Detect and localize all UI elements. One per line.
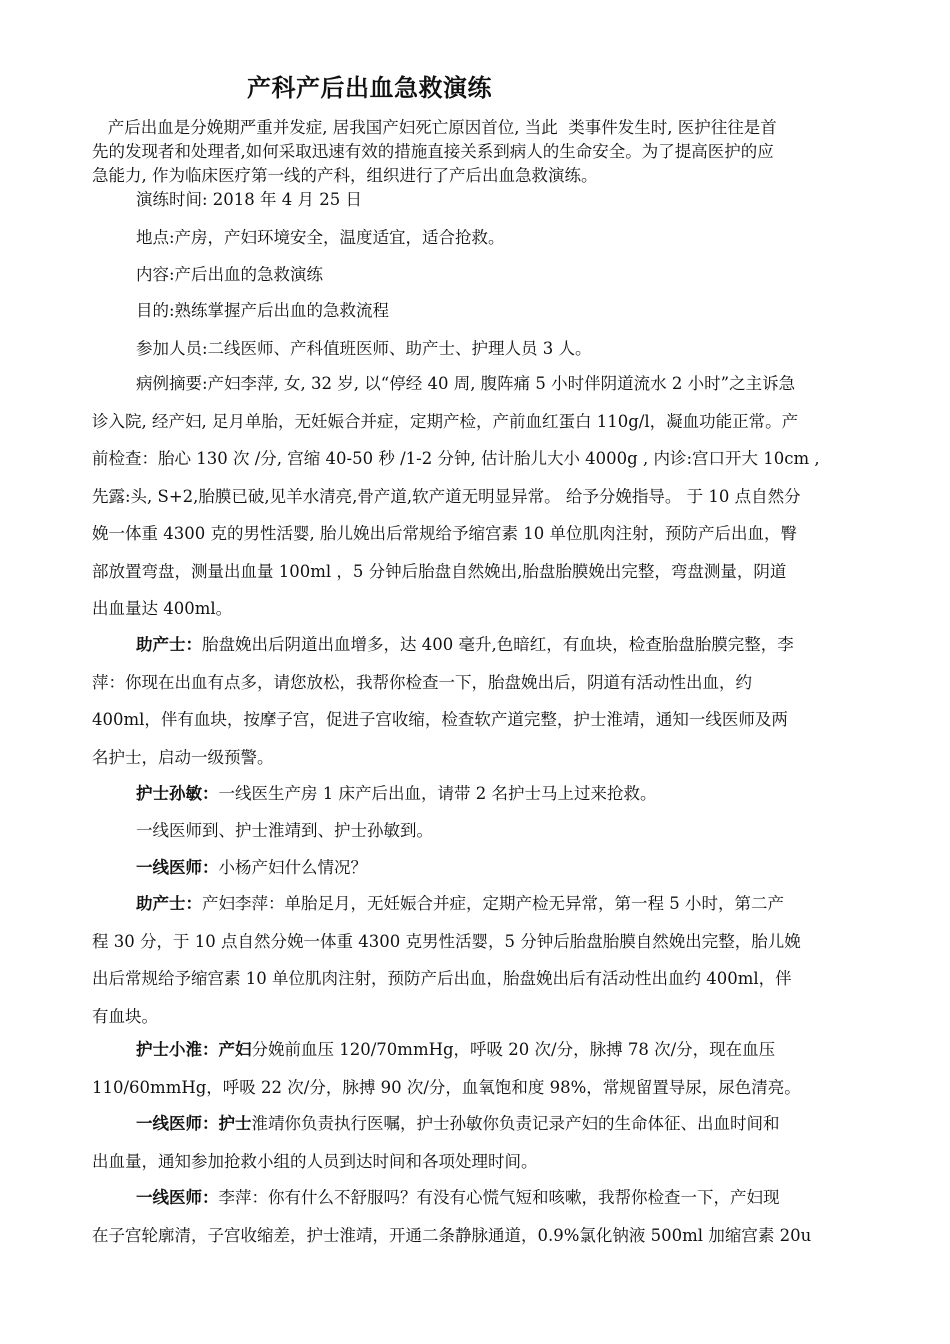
dialogue-line [92,1179,902,1217]
case-line: 病例摘要:产妇李萍, 女, 32 岁, 以“停经 40 周, 腹阵痛 5 小时伴阴道流水 2 小时”之主诉急 [136,374,796,393]
dialogue-line [92,775,902,813]
dialogue-text: 产妇李萍：单胎足月，无妊娠合并症，定期产检无异常，第一程 5 小时，第二产 [202,894,784,913]
dialogue-midwife-2 [92,885,902,1035]
dialogue-text: 小杨产妇什么情况？ [218,858,367,877]
speaker-label: 一线医师： [136,858,219,877]
case-line: 部放置弯盘，测量出血量 100ml ，5 分钟后胎盘自然娩出,胎盘胎膜娩出完整，弯盘测量，阴道 [92,561,787,581]
dialogue-line [92,626,902,664]
case-line: 先露:头, S+2,胎膜已破,见羊水清亮,骨产道,软产道无明显异常。 给予分娩指导。 于 10 点自然分 [92,486,801,506]
speaker-label: 一线医师： [136,1188,219,1207]
dialogue-text: 淮靖你负责执行医嘱，护士孙敏你负责记录产妇的生命体征、出血时间和 [251,1114,780,1133]
dialogue-doctor-2 [92,1105,902,1180]
dialogue-line: 出血量，通知参加抢救小组的人员到达时间和各项处理时间。 [92,1151,538,1171]
dialogue-nurse-sun [92,775,902,813]
arrival-note [92,812,902,850]
case-line: 前检查：胎心 130 次 /分, 宫缩 40-50 秒 /1-2 分钟, 估计胎儿大小 4000g , 内诊:宫口开大 10cm , [92,449,820,468]
dialogue-doctor-3 [92,1179,902,1254]
dialogue-line: 有血块。 [92,1006,158,1026]
intro-line: 先的发现者和处理者,如何采取迅速有效的措施直接关系到病人的生命安全。为了提高医护的应 [92,142,774,161]
dialogue-line: 程 30 分，于 10 点自然分娩一体重 4300 克男性活婴，5 分钟后胎盘胎膜自然娩出完整，胎儿娩 [92,931,801,951]
dialogue-line [92,849,902,887]
dialogue-doctor-1 [92,849,902,887]
case-line: 诊入院, 经产妇, 足月单胎，无妊娠合并症，定期产检，产前血红蛋白 110g/l，凝血功能正常。产 [92,411,799,431]
dialogue-line [92,1031,902,1069]
case-line: 娩一体重 4300 克的男性活婴, 胎儿娩出后常规给予缩宫素 10 单位肌肉注射，预防产后出血，臀 [92,524,797,543]
dialogue-line: 110/60mmHg，呼吸 22 次/分，脉搏 90 次/分，血氧饱和度 98%，常规留置导尿，尿色清亮。 [92,1077,801,1097]
speaker-label: 一线医师：护士 [136,1114,252,1133]
intro-line: 产后出血是分娩期严重并发症, 居我国产妇死亡原因首位, 当此 类事件发生时, 医护往往是首 [92,118,777,137]
drill-participants: 参加人员:二线医师、产科值班医师、助产士、护理人员 3 人。 [136,339,592,358]
dialogue-text: 分娩前血压 120/70mmHg，呼吸 20 次/分，脉搏 78 次/分，现在血压 [251,1040,776,1059]
dialogue-line: 在子宫轮廓清，子宫收缩差，护士淮靖，开通二条静脉通道，0.9%氯化钠液 500ml 加缩宫素 20u [92,1225,812,1245]
dialogue-text: 胎盘娩出后阴道出血增多，达 400 毫升,色暗红，有血块，检查胎盘胎膜完整，李 [202,635,794,654]
document-title: 产科产后出血急救演练 [247,74,492,102]
dialogue-text: 李萍：你有什么不舒服吗？有没有心慌气短和咳嗽，我帮你检查一下，产妇现 [218,1188,780,1207]
intro-paragraph [92,116,892,188]
intro-line: 急能力, 作为临床医疗第一线的产科，组织进行了产后出血急救演练。 [92,166,598,185]
dialogue-text: 一线医生产房 1 床产后出血，请带 2 名护士马上过来抢救。 [218,784,657,803]
dialogue-midwife-1 [92,626,902,776]
dialogue-line [92,1105,902,1143]
speaker-label: 护士孙敏： [136,784,219,803]
speaker-label: 助产士： [136,894,202,913]
dialogue-line: 出后常规给予缩宫素 10 单位肌肉注射，预防产后出血，胎盘娩出后有活动性出血约 400ml，伴 [92,969,792,988]
drill-place: 地点:产房，产妇环境安全，温度适宜，适合抢救。 [136,228,505,247]
dialogue-line: 名护士，启动一级预警。 [92,747,274,767]
dialogue-line: 一线医师到、护士淮靖到、护士孙敏到。 [136,821,433,840]
drill-content: 内容:产后出血的急救演练 [136,265,324,284]
dialogue-line: 萍：你现在出血有点多，请您放松，我帮你检查一下，胎盘娩出后，阴道有活动性出血，约 [92,672,752,692]
dialogue-nurse-huai [92,1031,902,1106]
speaker-label: 助产士： [136,635,202,654]
case-line: 出血量达 400ml。 [92,599,233,618]
dialogue-line [92,885,902,923]
case-summary [92,365,902,628]
speaker-label: 护士小淮：产妇 [136,1040,252,1059]
drill-purpose: 目的:熟练掌握产后出血的急救流程 [136,301,390,320]
dialogue-line: 400ml，伴有血块，按摩子宫，促进子宫收缩，检查软产道完整，护士淮靖，通知一线医师及两 [92,710,788,729]
drill-time: 演练时间: 2018 年 4 月 25 日 [136,190,363,209]
